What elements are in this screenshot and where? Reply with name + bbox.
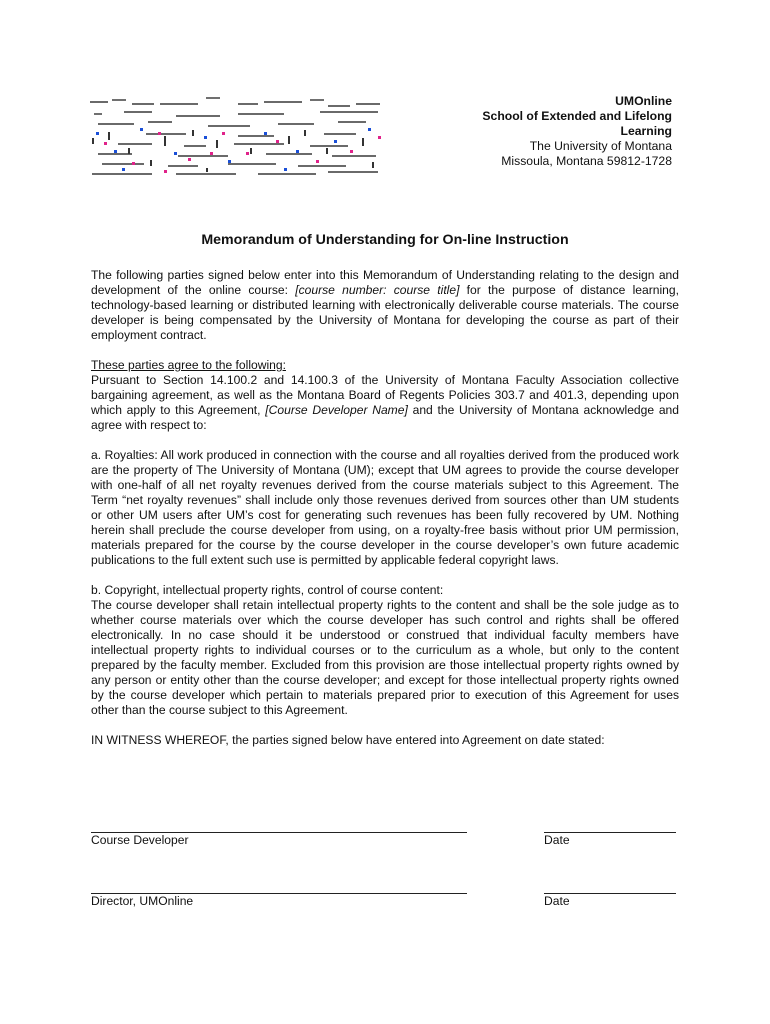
- course-developer-date: [544, 817, 676, 848]
- date-label: Date: [544, 833, 570, 847]
- developer-name-placeholder: [Course Developer Name]: [265, 403, 408, 417]
- signature-label: Director, UMOnline: [91, 894, 194, 908]
- org-name: UMOnline: [615, 94, 672, 108]
- org-address: Missoula, Montana 59812-1728: [501, 154, 672, 168]
- course-placeholder: [course number: course title]: [295, 283, 460, 297]
- signature-line: [91, 817, 467, 833]
- witness-paragraph: IN WITNESS WHEREOF, the parties signed below have entered into Agreement on date stated:: [91, 733, 605, 747]
- signature-label: Course Developer: [91, 833, 189, 847]
- header-address-block: [442, 94, 672, 169]
- director-signature: [91, 878, 467, 909]
- intro-paragraph: The following parties signed below enter into this Memorandum of Understanding relating to the design and development of the online course: [course number: course title] for the purpose of distance learning, technology-based learning or distributed learning with electronically deliverable course materials. The course developer is being compensated by the University of Montana for developing the course as part of their employment contract.: [91, 268, 679, 342]
- org-school: School of Extended and Lifelong: [482, 109, 672, 123]
- university-logo: [88, 92, 384, 178]
- date-label: Date: [544, 894, 570, 908]
- org-university: The University of Montana: [529, 139, 672, 153]
- course-developer-signature: [91, 817, 467, 848]
- document-title: Memorandum of Understanding for On-line Instruction: [201, 232, 569, 248]
- copyright-heading: b. Copyright, intellectual property rights, control of course content:: [91, 583, 444, 597]
- director-date: [544, 878, 676, 909]
- agreement-heading: These parties agree to the following:: [91, 358, 286, 372]
- document-body: [91, 268, 679, 763]
- date-line: [544, 817, 676, 833]
- org-school-cont: Learning: [620, 124, 672, 138]
- signature-line: [91, 878, 467, 894]
- royalties-paragraph: a. Royalties: All work produced in connection with the course and all royalties derived from the produced work are the property of The University of Montana (UM); except that UM agrees to provide the course developer with one-half of all net royalty revenues derived from the course materials subject to this Agreement. The Term “net royalty revenues” shall include only those revenues derived from sources other than UM students or other UM users after UM’s cost for generating such revenues has been fully recovered by UM. Nothing herein shall preclude the course developer from using, on a royalty-free basis without prior UM permission, materials prepared for the course by the course developer in the course developer’s own future academic publications to the full extent such use is permitted by applicable federal copyright laws.: [91, 448, 679, 567]
- agreement-paragraph: These parties agree to the following: Pursuant to Section 14.100.2 and 14.100.3 of the University of Montana Faculty Association collective bargaining agreement, as well as the Montana Board of Regents Policies 303.7 and 401.3, depending upon which apply to this Agreement, [Course Developer Name] and the University of Montana acknowledge and agree with respect to:: [91, 358, 680, 432]
- copyright-paragraph: b. Copyright, intellectual property rights, control of course content: The course developer shall retain intellectual property rights to the content and shall be the sole judge as to whether course materials over which the course developer has such control and rights shall be offered electronically. In no case should it be understood or construed that individual faculty members have intellectual property rights to individual courses or to the curriculum as a whole, but only to the content prepared by the faculty member. Excluded from this provision are those intellectual property rights owned by any person or entity other than the course developer; and except for those intellectual property rights owned by the course developer which pertain to materials prepared prior to execution of this Agreement for uses other than the course subject to this Agreement.: [91, 583, 679, 717]
- date-line: [544, 878, 676, 894]
